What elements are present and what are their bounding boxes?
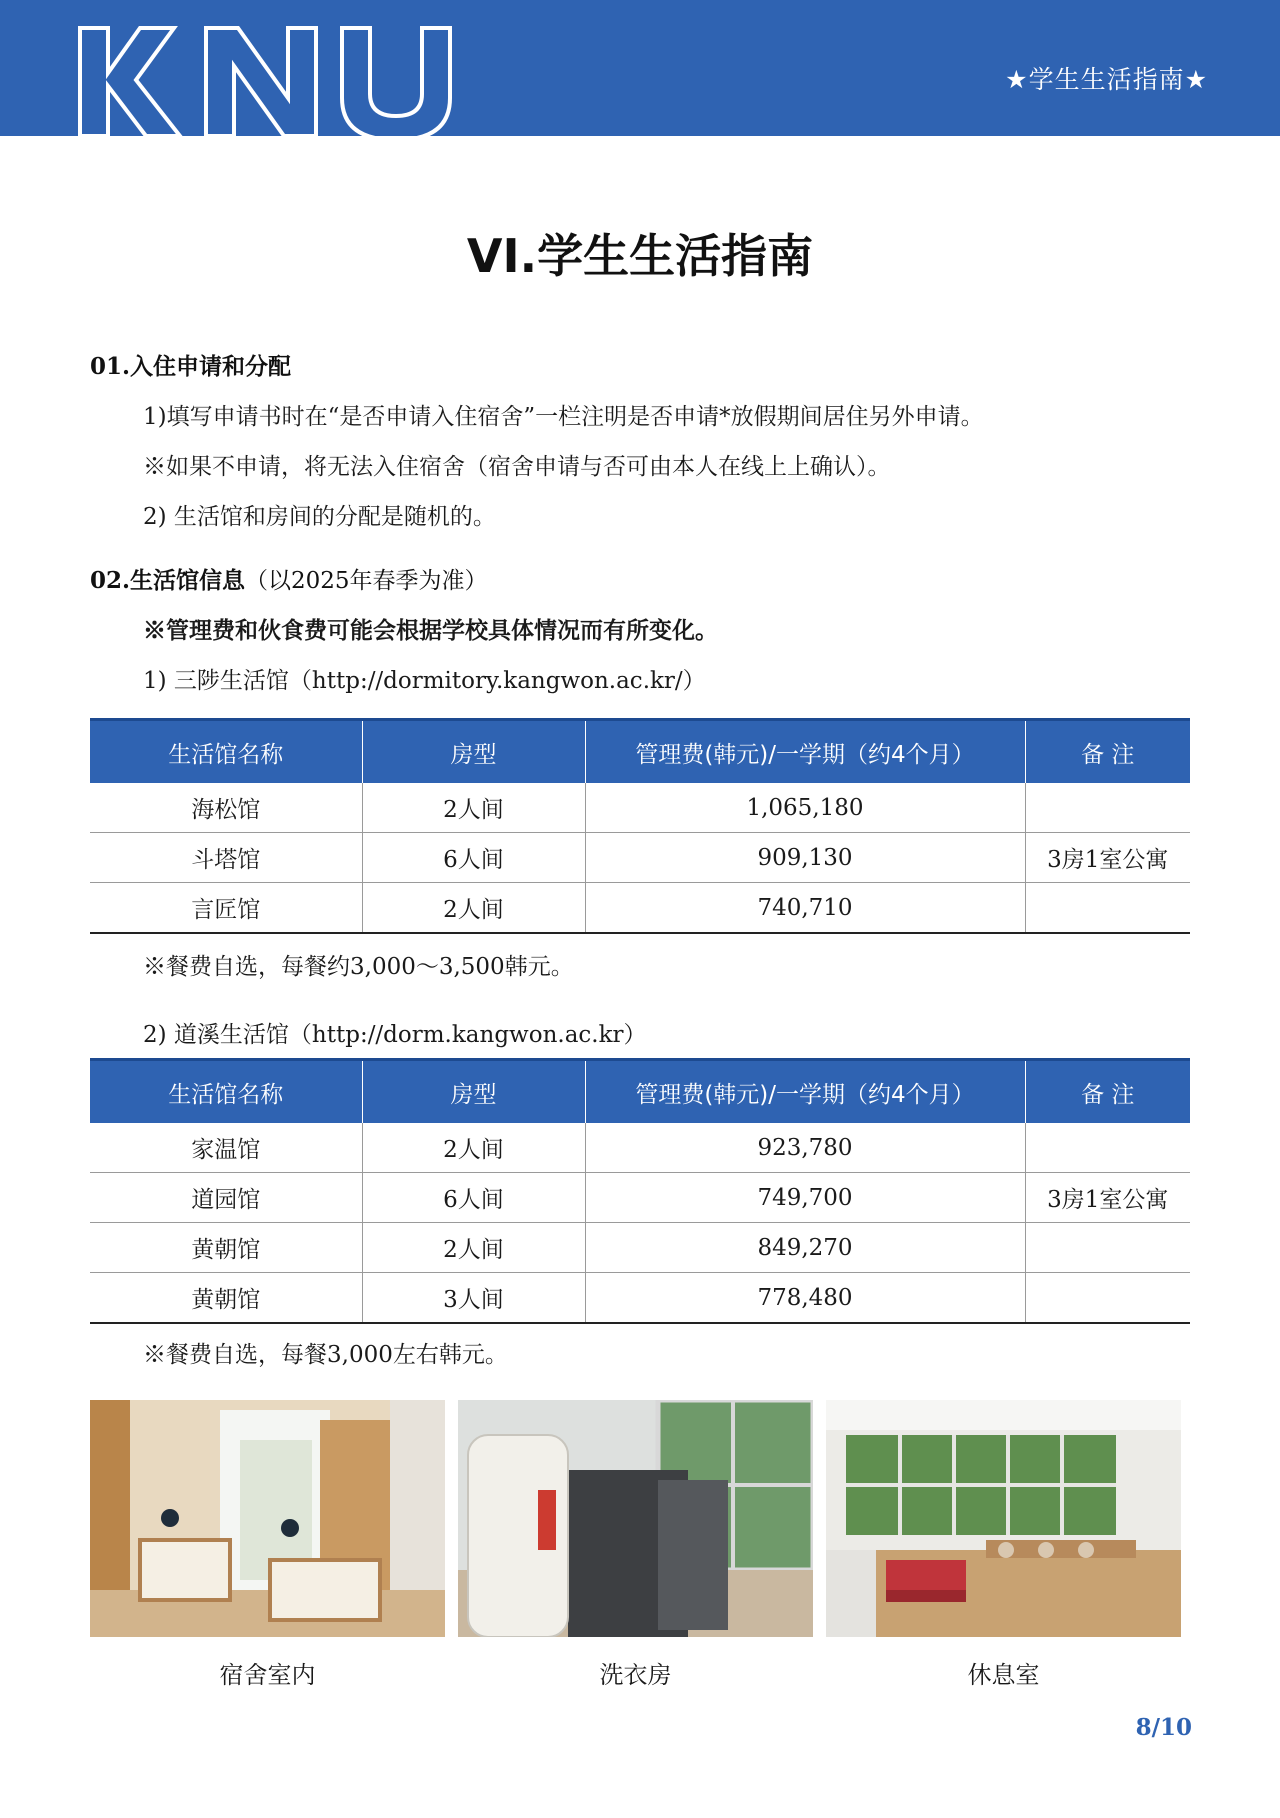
page-title: VI.学生生活指南 bbox=[466, 229, 814, 283]
campus1-meal-note: ※餐费自选，每餐约3,000～3,500韩元。 bbox=[143, 954, 574, 980]
remark-cell bbox=[1025, 783, 1190, 833]
section1-heading: 01.入住申请和分配 bbox=[90, 353, 292, 380]
dorm-name-cell: 海松馆 bbox=[90, 783, 362, 833]
fee-cell: 778,480 bbox=[585, 1273, 1025, 1324]
room-type-cell: 6人间 bbox=[362, 833, 585, 883]
lounge-photo bbox=[826, 1400, 1181, 1637]
room-type-cell: 2人间 bbox=[362, 1223, 585, 1273]
fee-cell: 849,270 bbox=[585, 1223, 1025, 1273]
remark-cell bbox=[1025, 1123, 1190, 1173]
campus2-title: 2) 道溪生活馆（http://dorm.kangwon.ac.kr） bbox=[143, 1022, 647, 1048]
fee-cell: 923,780 bbox=[585, 1123, 1025, 1173]
dorm-room-photo bbox=[90, 1400, 445, 1637]
room-type-cell: 6人间 bbox=[362, 1173, 585, 1223]
photo-caption: 洗衣房 bbox=[599, 1661, 672, 1689]
column-header: 备 注 bbox=[1025, 720, 1190, 784]
header-tag: ★学生生活指南★ bbox=[1005, 65, 1208, 94]
column-header: 管理费(韩元)/一学期（约4个月） bbox=[585, 720, 1025, 784]
laundry-room-photo bbox=[458, 1400, 813, 1637]
campus1-dorm-table bbox=[90, 718, 1190, 934]
remark-cell: 3房1室公寓 bbox=[1025, 833, 1190, 883]
remark-cell bbox=[1025, 1273, 1190, 1324]
room-type-cell: 2人间 bbox=[362, 783, 585, 833]
section1-line-1: 1)填写申请书时在“是否申请入住宿舍”一栏注明是否申请*放假期间居住另外申请。 bbox=[143, 404, 984, 430]
remark-cell bbox=[1025, 1223, 1190, 1273]
table-row bbox=[90, 883, 1190, 934]
campus2-meal-note: ※餐费自选，每餐3,000左右韩元。 bbox=[143, 1342, 508, 1368]
section2-heading bbox=[90, 562, 488, 595]
table-row bbox=[90, 1273, 1190, 1324]
table-row bbox=[90, 1173, 1190, 1223]
column-header: 房型 bbox=[362, 720, 585, 784]
room-type-cell: 2人间 bbox=[362, 883, 585, 934]
table-row bbox=[90, 1223, 1190, 1273]
section2-heading-text: 02.生活馆信息 bbox=[90, 567, 246, 594]
knu-logo bbox=[78, 18, 468, 136]
room-type-cell: 2人间 bbox=[362, 1123, 585, 1173]
campus1-title: 1) 三陟生活馆（http://dormitory.kangwon.ac.kr/） bbox=[143, 668, 706, 694]
photo-caption: 宿舍室内 bbox=[219, 1661, 316, 1689]
fee-notice: ※管理费和伙食费可能会根据学校具体情况而有所变化。 bbox=[143, 617, 718, 644]
fee-cell: 749,700 bbox=[585, 1173, 1025, 1223]
section1-line-2: ※如果不申请，将无法入住宿舍（宿舍申请与否可由本人在线上上确认）。 bbox=[143, 454, 891, 480]
section2-heading-note: （以2025年春季为准） bbox=[245, 568, 488, 594]
table-header-row bbox=[90, 720, 1190, 784]
dorm-name-cell: 黄朝馆 bbox=[90, 1223, 362, 1273]
fee-cell: 1,065,180 bbox=[585, 783, 1025, 833]
dorm-name-cell: 斗塔馆 bbox=[90, 833, 362, 883]
room-type-cell: 3人间 bbox=[362, 1273, 585, 1324]
fee-cell: 740,710 bbox=[585, 883, 1025, 934]
dorm-name-cell: 黄朝馆 bbox=[90, 1273, 362, 1324]
table-row bbox=[90, 783, 1190, 833]
page-number: 8/10 bbox=[1135, 1714, 1192, 1741]
dorm-name-cell: 言匠馆 bbox=[90, 883, 362, 934]
table-header-row bbox=[90, 1060, 1190, 1124]
column-header: 房型 bbox=[362, 1060, 585, 1124]
page-header bbox=[0, 0, 1280, 136]
remark-cell: 3房1室公寓 bbox=[1025, 1173, 1190, 1223]
column-header: 备 注 bbox=[1025, 1060, 1190, 1124]
photo-caption: 休息室 bbox=[967, 1661, 1040, 1689]
fee-cell: 909,130 bbox=[585, 833, 1025, 883]
table-row bbox=[90, 1123, 1190, 1173]
column-header: 管理费(韩元)/一学期（约4个月） bbox=[585, 1060, 1025, 1124]
campus2-dorm-table bbox=[90, 1058, 1190, 1324]
remark-cell bbox=[1025, 883, 1190, 934]
table-row bbox=[90, 833, 1190, 883]
column-header: 生活馆名称 bbox=[90, 1060, 362, 1124]
section1-line-3: 2) 生活馆和房间的分配是随机的。 bbox=[143, 504, 496, 530]
dorm-name-cell: 道园馆 bbox=[90, 1173, 362, 1223]
dorm-name-cell: 家温馆 bbox=[90, 1123, 362, 1173]
column-header: 生活馆名称 bbox=[90, 720, 362, 784]
